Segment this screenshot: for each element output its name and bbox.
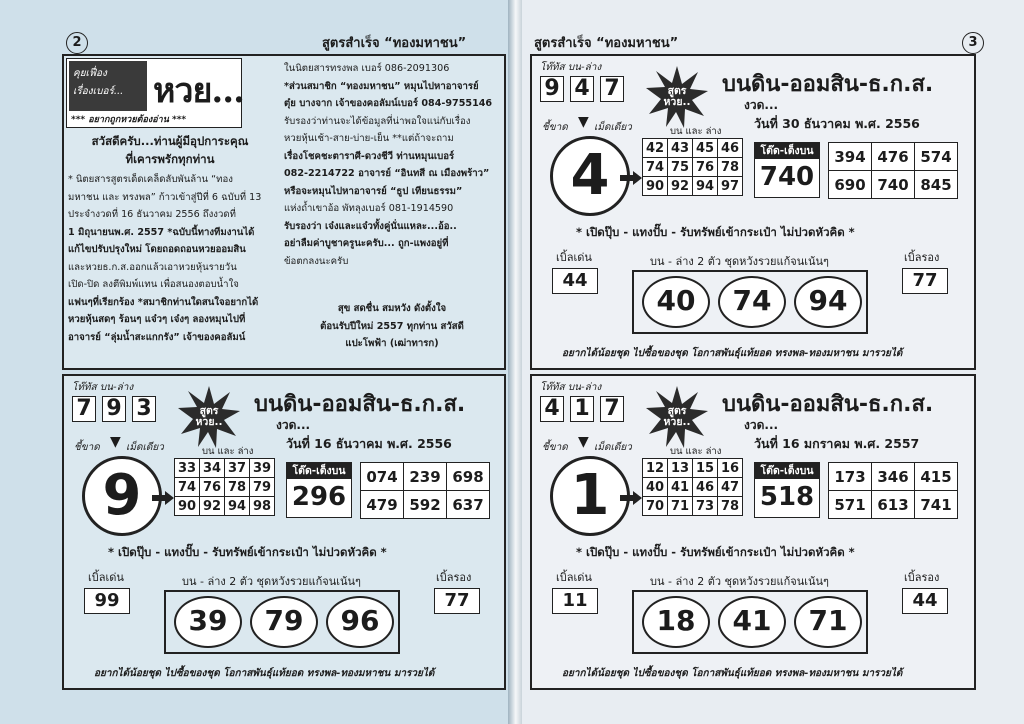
top-digit: 3 — [132, 396, 156, 422]
grid-cell: 90 — [643, 177, 668, 196]
intro-line: และหวยธ.ก.ส.ออกแล้วเอาหวยหุ้นรายวัน — [68, 261, 237, 273]
pair-number: 18 — [642, 596, 710, 648]
three-digit-cell: 845 — [915, 171, 958, 199]
pair-number: 79 — [250, 596, 318, 648]
pair-number: 74 — [718, 276, 786, 328]
grid-cell: 46 — [693, 478, 718, 497]
intro-line: แฟนๆที่เรียกร้อง *สมาชิกท่านใดสนใจอยากได้ — [68, 296, 259, 308]
single-label: เม็ดเดียว — [126, 442, 164, 453]
three-digit-cell: 173 — [829, 463, 872, 491]
intro-line: เปิด-ปิด ลงตีพิมพ์แทน เพื่อสนองตอบน้ำใจ — [68, 279, 239, 290]
three-digit-cell: 741 — [915, 491, 958, 519]
single-label: เม็ดเดียว — [594, 122, 632, 133]
intro-line: 082-2214722 อาจารย์ “อินทสี ณ เมืองพร้าว” — [284, 168, 490, 179]
draw-date: วันที่ 16 มกราคม พ.ศ. 2557 — [754, 436, 920, 451]
three-digit-cell: 394 — [829, 143, 872, 171]
grid-cell: 76 — [693, 158, 718, 177]
tode-label: โท๊ทัส บน-ล่าง — [540, 62, 602, 73]
logo-left-line2: เรื่องเบอร์... — [73, 86, 124, 97]
two-digit-set-label: บน - ล่าง 2 ตัว ชุดหวังรวยแก้จนเน้นๆ — [650, 575, 829, 588]
grid-cell: 94 — [225, 497, 250, 516]
pair-number: 41 — [718, 596, 786, 648]
slogan: * เปิดปุ๊บ - แทงปั๊บ - รับทรัพย์เข้ากระเป๋า ไม่ปวดหัวคิด * — [108, 545, 387, 559]
grid-cell: 43 — [668, 139, 693, 158]
intro-line: 1 มิถุนายนพ.ศ. 2557 *ฉบับนี้ทางทีมงานได้ — [68, 226, 255, 238]
running-header-left: สูตรสำเร็จ “ทองมหาชน” — [322, 36, 467, 51]
top-digit: 7 — [600, 396, 624, 422]
pair-number: 71 — [794, 596, 862, 648]
signature-line1: สุข สดชื่น สมหวัง ดังตั้งใจ — [337, 303, 447, 314]
single-digit: 1 — [550, 456, 630, 536]
grid-cell: 37 — [225, 459, 250, 478]
three-digit-cell: 613 — [872, 491, 915, 519]
intro-line: ประจำงวดที่ 16 ธันวาคม 2556 ถึงงวดที่ — [68, 209, 236, 220]
card-footer: อยากได้น้อยชุด ไปซื้อของชุด โอกาสพันธุ์แท้ยอด ทรงพล-ทองมหาชน มารวยได้ — [94, 668, 435, 679]
lottery-card — [530, 374, 976, 690]
three-digit-cell: 574 — [915, 143, 958, 171]
intro-column-2 — [284, 60, 502, 270]
double-main-value: 99 — [84, 588, 130, 614]
tod-teng-value: 740 — [759, 162, 815, 192]
grid-cell: 78 — [718, 158, 743, 177]
intro-line: ในนิตยสารทรงพล เบอร์ 086-2091306 — [284, 63, 450, 74]
grid-cell: 16 — [718, 459, 743, 478]
three-digit-grid — [360, 462, 490, 519]
single-digit: 4 — [550, 136, 630, 216]
three-digit-cell: 592 — [404, 491, 447, 519]
star-label: สูตร หวย.. — [663, 85, 691, 108]
grid-heading: บน และ ล่าง — [202, 446, 254, 457]
down-arrow-icon: ▼ — [578, 114, 589, 130]
logo-subtitle: *** อยากถูกหวยต้องอ่าน *** — [71, 115, 187, 125]
three-digit-cell: 415 — [915, 463, 958, 491]
three-digit-cell: 476 — [872, 143, 915, 171]
single-label: เม็ดเดียว — [594, 442, 632, 453]
intro-line: หวยหุ้นเช้า-สาย-บ่าย-เย็น **แต่ถ้าจะถาม — [284, 133, 454, 144]
double-main-value: 11 — [552, 588, 598, 614]
intro-line: หวยหุ้นสดๆ ร้อนๆ แจ๋วๆ เจ๋งๆ ลองหมุนไปที่ — [68, 314, 246, 325]
two-digit-grid — [642, 458, 743, 516]
three-digit-cell: 074 — [361, 463, 404, 491]
card-title: บนดิน-ออมสิน-ธ.ก.ส. — [722, 72, 934, 97]
pair-number: 40 — [642, 276, 710, 328]
double-minor-label: เบิ้ลรอง — [904, 251, 940, 264]
arrow-right-icon — [620, 490, 642, 504]
logo-dark-panel — [69, 61, 147, 111]
pair-number: 96 — [326, 596, 394, 648]
grid-cell: 79 — [250, 478, 275, 497]
two-digit-grid — [642, 138, 743, 196]
greeting — [70, 133, 270, 168]
top-digit: 7 — [600, 76, 624, 102]
pair-strip — [632, 590, 868, 654]
two-digit-set-label: บน - ล่าง 2 ตัว ชุดหวังรวยแก้จนเน้นๆ — [182, 575, 361, 588]
grid-cell: 94 — [693, 177, 718, 196]
card-title: บนดิน-ออมสิน-ธ.ก.ส. — [722, 392, 934, 417]
draw-label: งวด... — [276, 418, 311, 432]
intro-column-1 — [68, 171, 278, 346]
grid-cell: 47 — [718, 478, 743, 497]
grid-cell: 45 — [693, 139, 718, 158]
grid-cell: 46 — [718, 139, 743, 158]
tod-teng-box — [754, 462, 820, 518]
grid-heading: บน และ ล่าง — [670, 126, 722, 137]
top-digit: 1 — [570, 396, 594, 422]
intro-line: ข้อตกลงนะครับ — [284, 255, 349, 267]
tod-teng-label: โต๊ด-เต็งบน — [755, 463, 819, 479]
grid-cell: 39 — [250, 459, 275, 478]
grid-cell: 13 — [668, 459, 693, 478]
grid-cell: 76 — [200, 478, 225, 497]
pair-strip — [164, 590, 400, 654]
grid-cell: 74 — [643, 158, 668, 177]
intro-line: รับรองว่า เจ๋งและแจ๋วทั้งคู่นั่นแหละ...อ้อ.. — [284, 220, 457, 232]
draw-date: วันที่ 16 ธันวาคม พ.ศ. 2556 — [286, 436, 452, 451]
draw-label: งวด... — [744, 98, 779, 112]
grid-cell: 92 — [200, 497, 225, 516]
grid-cell: 98 — [250, 497, 275, 516]
pair-number: 39 — [174, 596, 242, 648]
slogan: * เปิดปุ๊บ - แทงปั๊บ - รับทรัพย์เข้ากระเป๋า ไม่ปวดหัวคิด * — [576, 545, 855, 559]
three-digit-cell: 740 — [872, 171, 915, 199]
grid-cell: 15 — [693, 459, 718, 478]
grid-cell: 12 — [643, 459, 668, 478]
tod-teng-value: 296 — [291, 482, 347, 512]
grid-heading: บน และ ล่าง — [670, 446, 722, 457]
draw-label: งวด... — [744, 418, 779, 432]
greeting-line2: ที่เคารพรักทุกท่าน — [125, 151, 215, 166]
logo-left-line1: คุยเฟื่อง — [73, 68, 107, 79]
top-digit: 7 — [72, 396, 96, 422]
double-main-label: เบิ้ลเด่น — [556, 571, 592, 584]
tod-teng-label: โต๊ด-เต็งบน — [755, 143, 819, 159]
grid-cell: 42 — [643, 139, 668, 158]
grid-cell: 34 — [200, 459, 225, 478]
intro-line: มหาชน และ ทรงพล” ก้าวเข้าสู่ปีที่ 6 ฉบับที่ 13 — [68, 191, 262, 203]
intro-line: *ส่วนสมาชิก “ทองมหาชน” หมุนไปหาอาจารย์ — [284, 80, 479, 92]
intro-line: ตุ๋ย บางจาก เจ้าของคอลัมน์เบอร์ 084-9755146 — [284, 98, 493, 109]
three-digit-cell: 346 — [872, 463, 915, 491]
double-minor-value: 77 — [434, 588, 480, 614]
grid-cell: 73 — [693, 497, 718, 516]
double-minor-value: 44 — [902, 588, 948, 614]
intro-line: รับรองว่าท่านจะได้ข้อมูลที่น่าพอใจแน่กับเรื่อง — [284, 115, 471, 127]
card-footer: อยากได้น้อยชุด ไปซื้อของชุด โอกาสพันธุ์แท้ยอด ทรงพล-ทองมหาชน มารวยได้ — [562, 668, 903, 679]
grid-cell: 78 — [718, 497, 743, 516]
intro-line: แก้ไขปรับปรุงใหม่ โดยถอดถอนหวยออมสิน — [68, 244, 246, 255]
star-label: สูตร หวย.. — [195, 405, 223, 428]
grid-cell: 78 — [225, 478, 250, 497]
decisive-label: ชี้ขาด — [542, 442, 568, 453]
lottery-card — [62, 374, 506, 690]
pair-strip — [632, 270, 868, 334]
intro-line: * นิตยสารสูตรเด็ดเคล็ดลับพันล้าน “ทอง — [68, 174, 233, 185]
tod-teng-label: โต๊ด-เต็งบน — [287, 463, 351, 479]
intro-line: อาจารย์ “ลุ่มน้ำสะแกกรัง” เจ้าของคอลัมน์ — [68, 331, 246, 343]
tode-label: โท๊ทัส บน-ล่าง — [540, 382, 602, 393]
two-digit-grid — [174, 458, 275, 516]
pair-number: 94 — [794, 276, 862, 328]
book-gutter — [508, 0, 522, 724]
signature-line2: ต้อนรับปีใหม่ 2557 ทุกท่าน สวัสดี — [320, 320, 464, 332]
lottery-card — [530, 54, 976, 370]
column-logo — [66, 58, 242, 128]
decisive-label: ชี้ขาด — [74, 442, 100, 453]
top-digit: 4 — [570, 76, 594, 102]
star-label: สูตร หวย.. — [663, 405, 691, 428]
grid-cell: 92 — [668, 177, 693, 196]
greeting-line1: สวัสดีครับ...ท่านผู้มีอุปการะคุณ — [91, 134, 249, 148]
top-digit: 9 — [102, 396, 126, 422]
grid-cell: 90 — [175, 497, 200, 516]
double-main-label: เบิ้ลเด่น — [556, 251, 592, 264]
top-digit: 9 — [540, 76, 564, 102]
down-arrow-icon: ▼ — [578, 434, 589, 450]
grid-cell: 40 — [643, 478, 668, 497]
page-number-right: 3 — [962, 32, 984, 54]
top-digit: 4 — [540, 396, 564, 422]
double-minor-label: เบิ้ลรอง — [436, 571, 472, 584]
page-number-left: 2 — [66, 32, 88, 54]
double-minor-label: เบิ้ลรอง — [904, 571, 940, 584]
tode-label: โท๊ทัส บน-ล่าง — [72, 382, 134, 393]
double-minor-value: 77 — [902, 268, 948, 294]
tod-teng-value: 518 — [759, 482, 815, 512]
arrow-right-icon — [152, 490, 174, 504]
three-digit-grid — [828, 462, 958, 519]
three-digit-cell: 690 — [829, 171, 872, 199]
grid-cell: 71 — [668, 497, 693, 516]
signature-line3: แปะโพฟ้า (เฒ่าทารก) — [345, 338, 439, 349]
card-footer: อยากได้น้อยชุด ไปซื้อของชุด โอกาสพันธุ์แท้ยอด ทรงพล-ทองมหาชน มารวยได้ — [562, 348, 903, 359]
three-digit-cell: 479 — [361, 491, 404, 519]
signature — [284, 300, 500, 353]
three-digit-cell: 239 — [404, 463, 447, 491]
tod-teng-box — [286, 462, 352, 518]
grid-cell: 97 — [718, 177, 743, 196]
draw-date: วันที่ 30 ธันวาคม พ.ศ. 2556 — [754, 116, 920, 131]
single-digit: 9 — [82, 456, 162, 536]
slogan: * เปิดปุ๊บ - แทงปั๊บ - รับทรัพย์เข้ากระเป๋า ไม่ปวดหัวคิด * — [576, 225, 855, 239]
down-arrow-icon: ▼ — [110, 434, 121, 450]
double-main-label: เบิ้ลเด่น — [88, 571, 124, 584]
three-digit-grid — [828, 142, 958, 199]
two-digit-set-label: บน - ล่าง 2 ตัว ชุดหวังรวยแก้จนเน้นๆ — [650, 255, 829, 268]
intro-line: หรือจะหมุนไปหาอาจารย์ “ธูป เทียนธรรม” — [284, 185, 463, 197]
decisive-label: ชี้ขาด — [542, 122, 568, 133]
three-digit-cell: 698 — [447, 463, 490, 491]
running-header-right: สูตรสำเร็จ “ทองมหาชน” — [534, 36, 679, 51]
intro-line: อย่าลืมค่าบูชาครูนะครับ... ถูก-แพงอยู่ที่ — [284, 238, 449, 249]
grid-cell: 41 — [668, 478, 693, 497]
three-digit-cell: 571 — [829, 491, 872, 519]
intro-line: แห่งถ้ำเขาอ้อ พัทลุงเบอร์ 081-1914590 — [284, 203, 454, 214]
logo-word: หวย... — [153, 71, 244, 111]
card-title: บนดิน-ออมสิน-ธ.ก.ส. — [254, 392, 466, 417]
three-digit-cell: 637 — [447, 491, 490, 519]
grid-cell: 75 — [668, 158, 693, 177]
double-main-value: 44 — [552, 268, 598, 294]
arrow-right-icon — [620, 170, 642, 184]
grid-cell: 74 — [175, 478, 200, 497]
tod-teng-box — [754, 142, 820, 198]
intro-line: เรื่องโชคชะตาราศี-ดวงชีวี ท่านหมุนเบอร์ — [284, 150, 455, 162]
grid-cell: 70 — [643, 497, 668, 516]
grid-cell: 33 — [175, 459, 200, 478]
